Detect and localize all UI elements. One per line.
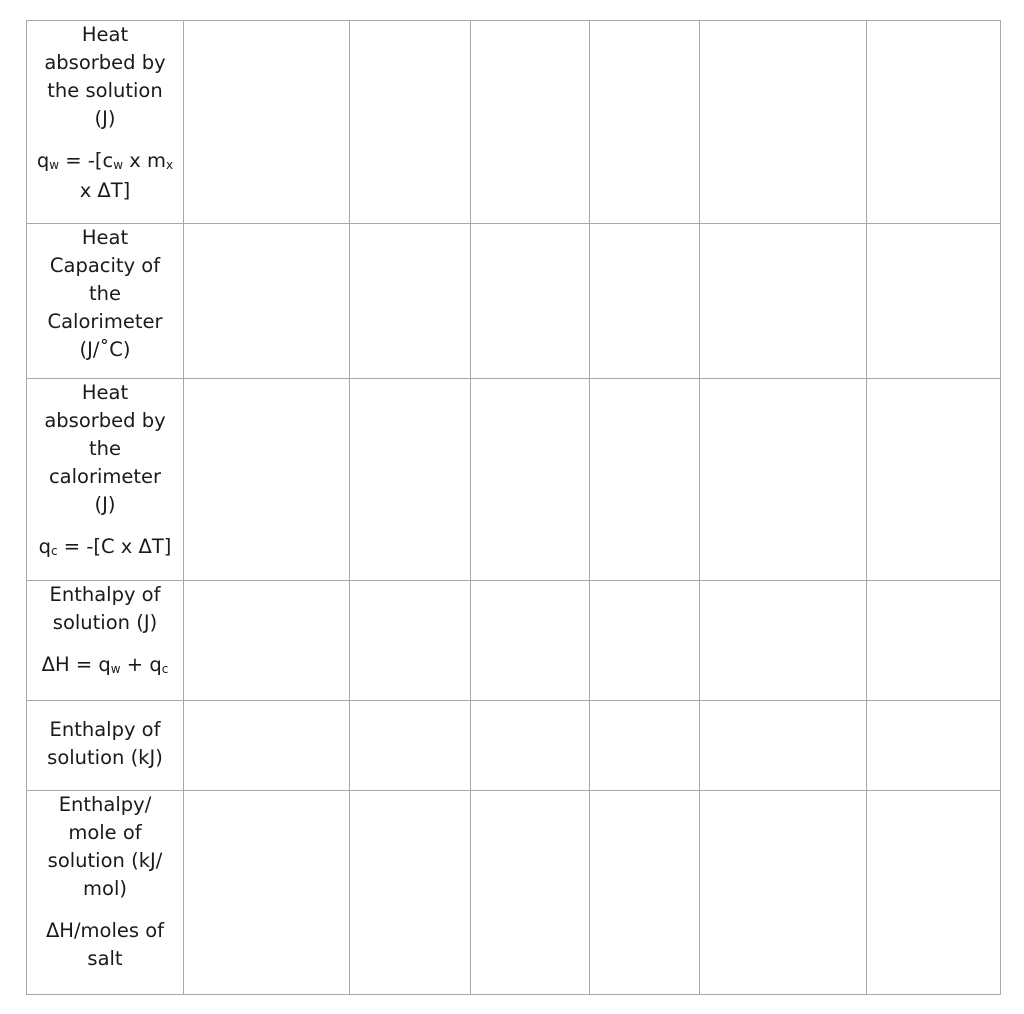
formula-line bbox=[27, 533, 183, 563]
formula-text: q bbox=[36, 149, 50, 172]
formula-subscript: w bbox=[110, 662, 121, 676]
table-row bbox=[27, 379, 1001, 581]
table-cell[interactable] bbox=[700, 379, 867, 581]
table-row bbox=[27, 581, 1001, 701]
row-label-enthalpy-j bbox=[27, 581, 184, 701]
table-cell[interactable] bbox=[590, 224, 700, 379]
formula-spacer bbox=[27, 133, 183, 147]
table-cell[interactable] bbox=[471, 379, 590, 581]
enthalpy-data-table bbox=[26, 20, 1001, 995]
row-label-line: Capacity of bbox=[49, 254, 161, 277]
table-cell[interactable] bbox=[471, 224, 590, 379]
table-cell[interactable] bbox=[700, 701, 867, 791]
formula-spacer bbox=[27, 519, 183, 533]
formula-text: + q bbox=[120, 653, 162, 676]
table-cell[interactable] bbox=[184, 379, 350, 581]
row-label-line: Enthalpy of bbox=[49, 583, 161, 606]
row-label-line: (J) bbox=[94, 493, 116, 516]
row-label-enthalpy-kj bbox=[27, 701, 184, 791]
table-cell[interactable] bbox=[471, 791, 590, 995]
row-label-line: solution (kJ/ bbox=[47, 849, 163, 872]
row-label-line: Heat bbox=[81, 226, 129, 249]
table-cell[interactable] bbox=[350, 791, 471, 995]
table-cell[interactable] bbox=[184, 791, 350, 995]
table-cell[interactable] bbox=[700, 224, 867, 379]
formula-line bbox=[27, 177, 183, 205]
formula-text: q bbox=[38, 535, 51, 558]
table-cell[interactable] bbox=[350, 224, 471, 379]
table-cell[interactable] bbox=[350, 21, 471, 224]
table-cell[interactable] bbox=[471, 21, 590, 224]
table-cell[interactable] bbox=[867, 379, 1001, 581]
formula-line bbox=[27, 651, 183, 681]
table-cell[interactable] bbox=[471, 581, 590, 701]
row-label-line: the bbox=[88, 437, 121, 460]
row-label-enthalpy-per-mole bbox=[27, 791, 184, 995]
table-cell[interactable] bbox=[700, 581, 867, 701]
table-cell[interactable] bbox=[590, 379, 700, 581]
table-cell[interactable] bbox=[590, 581, 700, 701]
row-label-line: absorbed by bbox=[44, 51, 166, 74]
row-label-line: the bbox=[88, 282, 121, 305]
formula-subscript: c bbox=[161, 662, 169, 676]
row-label-heat-absorbed-calorimeter bbox=[27, 379, 184, 581]
table-cell[interactable] bbox=[590, 701, 700, 791]
table-row bbox=[27, 21, 1001, 224]
row-label-line: mol) bbox=[83, 877, 127, 900]
row-label-line: (J/˚C) bbox=[79, 338, 131, 361]
row-label-line: solution (J) bbox=[52, 611, 158, 634]
table-row bbox=[27, 791, 1001, 995]
row-label-heat-absorbed-solution bbox=[27, 21, 184, 224]
row-label-line: Heat bbox=[81, 381, 129, 404]
table-cell[interactable] bbox=[867, 224, 1001, 379]
table-cell[interactable] bbox=[700, 21, 867, 224]
table-cell[interactable] bbox=[590, 791, 700, 995]
formula-text: ΔH/moles of bbox=[45, 919, 165, 942]
formula-text: x m bbox=[123, 149, 166, 172]
table-cell[interactable] bbox=[350, 379, 471, 581]
formula-subscript: x bbox=[165, 158, 174, 172]
row-label-line: mole of bbox=[68, 821, 142, 844]
row-label-heat-capacity-calorimeter bbox=[27, 224, 184, 379]
formula-text: = -[c bbox=[59, 149, 114, 172]
row-label-line: solution (kJ) bbox=[47, 746, 163, 769]
row-label-line: the solution bbox=[47, 79, 163, 102]
formula-subscript: c bbox=[50, 544, 58, 558]
row-label-line: Enthalpy of bbox=[49, 718, 161, 741]
formula-text: = -[C x ΔT] bbox=[57, 535, 172, 558]
formula-text: ΔH = q bbox=[41, 653, 111, 676]
table-cell[interactable] bbox=[184, 21, 350, 224]
table-cell[interactable] bbox=[867, 581, 1001, 701]
table-cell[interactable] bbox=[590, 21, 700, 224]
row-label-line: Heat bbox=[81, 23, 129, 46]
table-row bbox=[27, 224, 1001, 379]
formula-line bbox=[27, 917, 183, 945]
row-label-line: calorimeter bbox=[48, 465, 162, 488]
table-cell[interactable] bbox=[350, 701, 471, 791]
table-cell[interactable] bbox=[867, 791, 1001, 995]
table-cell[interactable] bbox=[184, 701, 350, 791]
row-label-line: (J) bbox=[94, 107, 116, 130]
table-cell[interactable] bbox=[867, 701, 1001, 791]
formula-text: x ΔT] bbox=[79, 179, 131, 202]
table-cell[interactable] bbox=[184, 581, 350, 701]
formula-subscript: w bbox=[113, 158, 124, 172]
table-cell[interactable] bbox=[867, 21, 1001, 224]
row-label-line: Enthalpy/ bbox=[58, 793, 152, 816]
table-cell[interactable] bbox=[471, 701, 590, 791]
table-cell[interactable] bbox=[184, 224, 350, 379]
table-cell[interactable] bbox=[350, 581, 471, 701]
formula-line bbox=[27, 147, 183, 177]
table-cell[interactable] bbox=[700, 791, 867, 995]
row-label-line: absorbed by bbox=[44, 409, 166, 432]
row-label-line: Calorimeter bbox=[47, 310, 163, 333]
table-row bbox=[27, 701, 1001, 791]
formula-spacer bbox=[27, 637, 183, 651]
formula-text: salt bbox=[87, 947, 123, 970]
formula-line bbox=[27, 945, 183, 973]
formula-subscript: w bbox=[49, 158, 60, 172]
formula-spacer bbox=[27, 903, 183, 917]
